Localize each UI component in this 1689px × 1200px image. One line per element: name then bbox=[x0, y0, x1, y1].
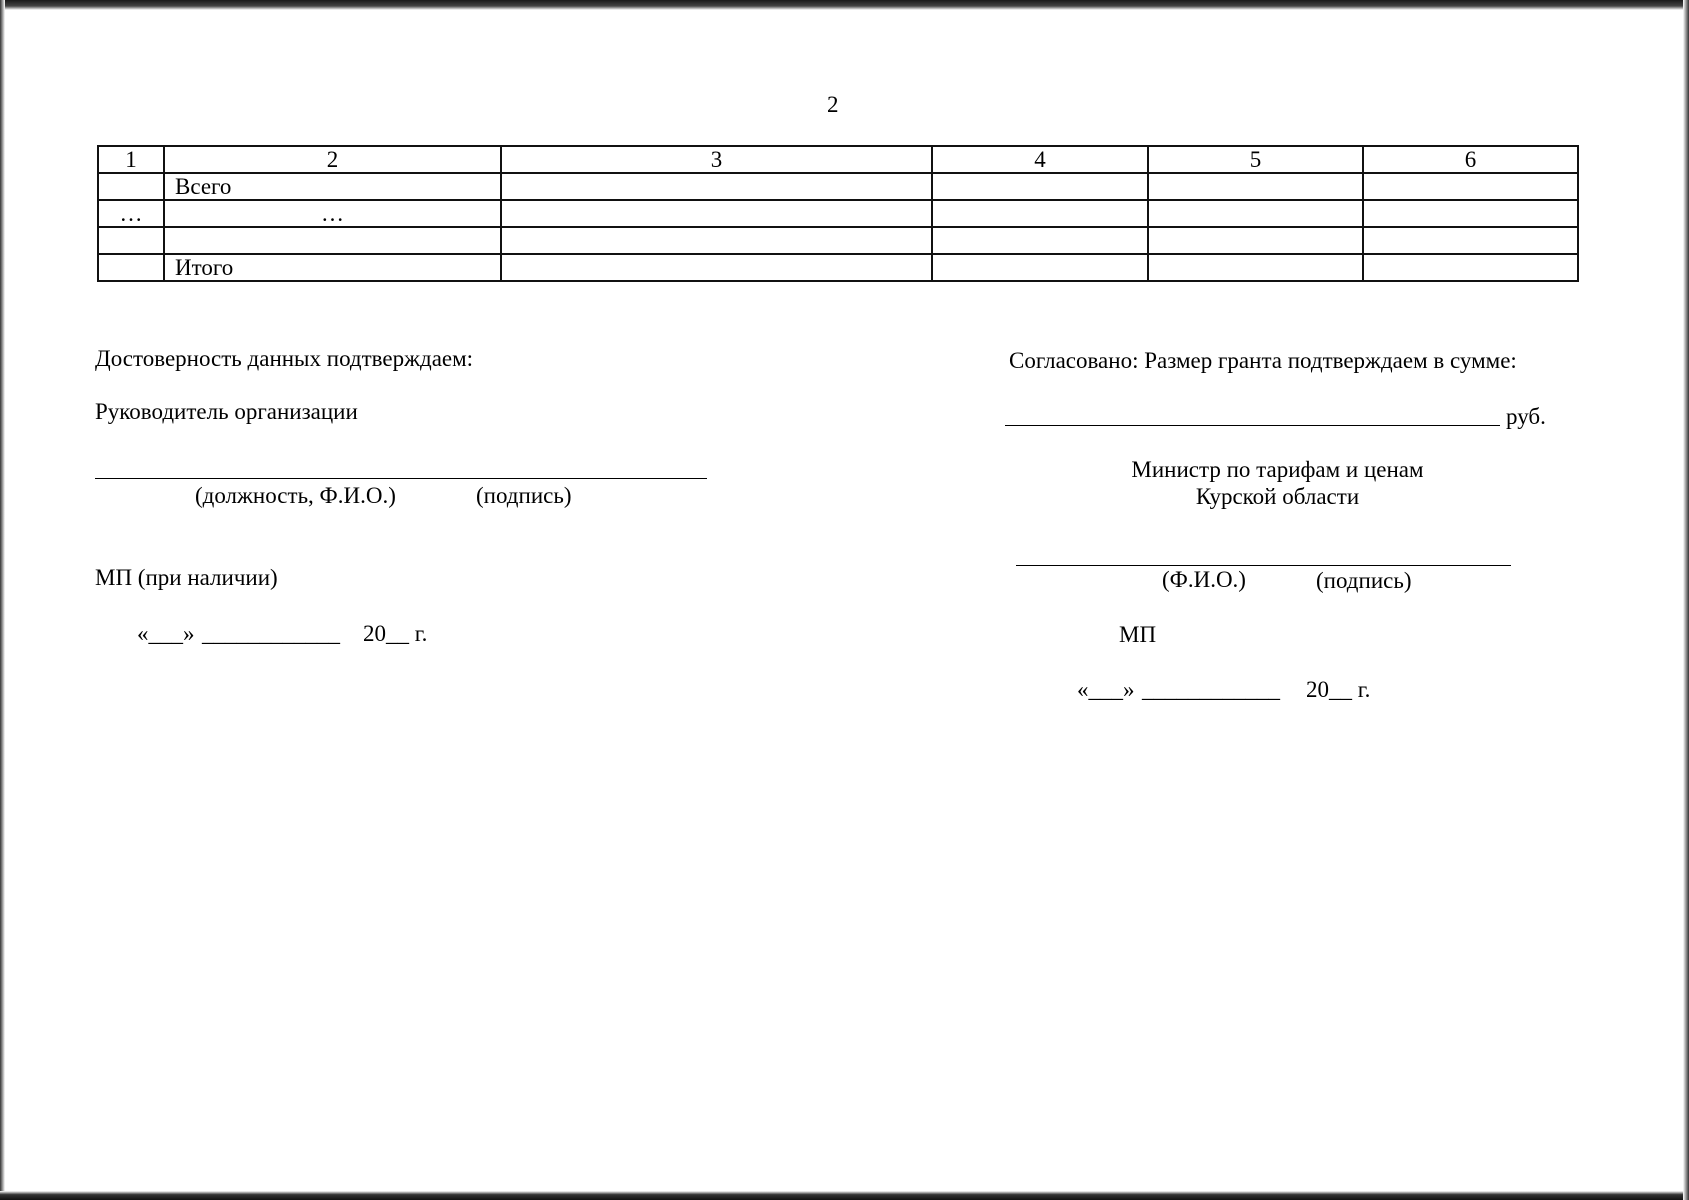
table-header-row bbox=[98, 146, 1578, 173]
table-cell bbox=[501, 227, 932, 254]
summary-table bbox=[97, 145, 1579, 282]
date-year-field: 20__ г. bbox=[363, 621, 428, 646]
table-header-cell: 1 bbox=[98, 146, 164, 173]
table-cell bbox=[501, 173, 932, 200]
signature-caption: (подпись) bbox=[476, 483, 572, 508]
organization-head-label: Руководитель организации bbox=[95, 399, 358, 424]
currency-label: руб. bbox=[1506, 404, 1546, 429]
table-header-cell: 5 bbox=[1148, 146, 1363, 173]
table-cell bbox=[1148, 200, 1363, 227]
grant-amount-line bbox=[1005, 425, 1500, 426]
table-cell bbox=[932, 227, 1148, 254]
minister-date-day-field: «___» bbox=[1077, 677, 1135, 702]
minister-title-line2: Курской области bbox=[1195, 484, 1360, 509]
minister-date-year-field: 20__ г. bbox=[1306, 677, 1371, 702]
table-cell bbox=[932, 173, 1148, 200]
table-cell bbox=[501, 200, 932, 227]
table-row bbox=[98, 227, 1578, 254]
minister-title-line1: Министр по тарифам и ценам bbox=[1131, 457, 1424, 482]
table-row bbox=[98, 200, 1578, 227]
table-cell-ellipsis: … bbox=[98, 200, 164, 227]
table-cell bbox=[1148, 173, 1363, 200]
table-cell bbox=[501, 254, 932, 281]
table-cell-grand-total-label: Итого bbox=[164, 254, 501, 281]
table-cell bbox=[932, 254, 1148, 281]
date-month-field: ____________ bbox=[202, 621, 340, 646]
position-name-caption: (должность, Ф.И.О.) bbox=[195, 483, 396, 508]
data-confirmation-text: Достоверность данных подтверждаем: bbox=[95, 346, 474, 371]
table-header-cell: 4 bbox=[932, 146, 1148, 173]
minister-name-caption: (Ф.И.О.) bbox=[1162, 567, 1246, 592]
table-header-cell: 2 bbox=[164, 146, 501, 173]
minister-signature-caption: (подпись) bbox=[1316, 568, 1412, 593]
table-cell bbox=[164, 227, 501, 254]
table-cell-ellipsis: … bbox=[164, 200, 501, 227]
date-day-field: «___» bbox=[137, 621, 195, 646]
table-cell bbox=[1363, 200, 1578, 227]
table-header-cell: 6 bbox=[1363, 146, 1578, 173]
scan-border-left bbox=[0, 0, 5, 1200]
table-cell bbox=[1363, 173, 1578, 200]
table-cell-total-label: Всего bbox=[164, 173, 501, 200]
table-row bbox=[98, 173, 1578, 200]
table-cell bbox=[98, 227, 164, 254]
table-header-cell: 3 bbox=[501, 146, 932, 173]
scan-border-right bbox=[1683, 0, 1689, 1200]
page-number: 2 bbox=[827, 92, 839, 117]
scan-border-top bbox=[0, 0, 1689, 10]
table-cell bbox=[1148, 227, 1363, 254]
table-cell bbox=[98, 173, 164, 200]
table-cell bbox=[932, 200, 1148, 227]
scan-border-bottom bbox=[0, 1191, 1689, 1200]
table-cell bbox=[1363, 227, 1578, 254]
agreement-text: Согласовано: Размер гранта подтверждаем в сумме: bbox=[1009, 348, 1517, 373]
table-cell bbox=[1363, 254, 1578, 281]
seal-label: МП (при наличии) bbox=[95, 565, 278, 590]
minister-seal-label: МП bbox=[1119, 622, 1157, 647]
minister-signature-line bbox=[1016, 565, 1511, 566]
head-signature-line bbox=[95, 478, 707, 479]
minister-date-month-field: ____________ bbox=[1142, 677, 1280, 702]
table-cell bbox=[1148, 254, 1363, 281]
table-cell bbox=[98, 254, 164, 281]
table-row bbox=[98, 254, 1578, 281]
